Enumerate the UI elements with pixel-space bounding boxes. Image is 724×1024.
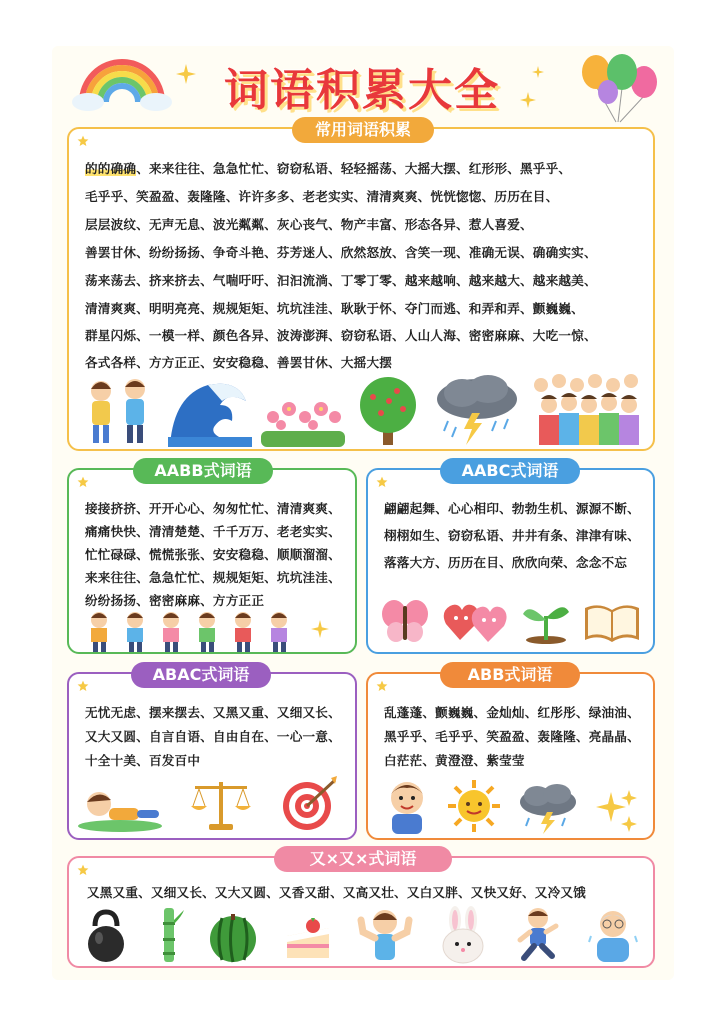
aabc-line: 落落大方、历历在目、欣欣向荣、念念不忘 — [384, 555, 628, 570]
aabc-panel — [366, 461, 655, 654]
sparkles-icon — [593, 786, 641, 834]
common-words-panel — [67, 120, 655, 451]
abb-line: 黑乎乎、毛乎乎、笑盈盈、轰隆隆、亮晶晶、 — [384, 729, 640, 744]
bamboo-icon — [154, 906, 184, 964]
children-icon — [79, 375, 159, 447]
aabb-title: AABB式词语 — [133, 458, 273, 484]
cake-icon — [283, 914, 333, 964]
abac-illustrations — [77, 772, 339, 832]
flowers-icon — [261, 387, 345, 447]
storm-cloud-icon — [432, 375, 522, 447]
aabb-line: 痛痛快快、清清楚楚、千千万万、老老实实、 — [85, 524, 341, 539]
star-icon — [77, 864, 89, 876]
common-words-title: 常用词语积累 — [292, 117, 434, 143]
abb-line: 白茫茫、黄澄澄、紫莹莹 — [384, 753, 525, 768]
star-icon — [376, 680, 388, 692]
aabc-title: AABC式词语 — [440, 458, 580, 484]
abac-title: ABAC式词语 — [131, 662, 271, 688]
sun-icon — [446, 778, 502, 834]
common-words-line: 善罢甘休、纷纷扬扬、争奇斗艳、芬芳迷人、欣然怒放、含笑一现、准确无误、确确实实、 — [85, 245, 597, 260]
abac-line: 十全十美、百发百中 — [85, 753, 201, 768]
common-words-line: 各式各样、方方正正、安安稳稳、善罢甘休、大摇大摆 — [85, 355, 393, 370]
watermelon-icon — [208, 914, 258, 964]
tree-icon — [353, 375, 423, 447]
crowd-icon — [531, 371, 643, 447]
sprout-icon — [521, 598, 571, 644]
abb-illustrations — [382, 774, 641, 834]
children-row-icon — [83, 608, 303, 652]
abac-line: 又大又圆、自言自语、自由自在、一心一意、 — [85, 729, 341, 744]
aabb-line: 来来往往、急急忙忙、规规矩矩、坑坑洼洼、 — [85, 570, 341, 585]
common-illustrations — [79, 371, 643, 447]
common-words-line: 清清爽爽、明明亮亮、规规矩矩、坑坑洼洼、耿耿于怀、夺门而逃、和弄和弄、颤巍巍、 — [85, 301, 584, 316]
aabc-line: 翩翩起舞、心心相印、勃勃生机、源源不断、 — [384, 501, 640, 516]
highlight-word: 的的确确 — [85, 161, 137, 176]
old-man-icon — [587, 906, 639, 964]
aabb-panel — [67, 461, 357, 654]
star-icon — [77, 476, 89, 488]
page-title: 词语积累大全 — [224, 65, 500, 116]
rain-cloud-icon — [517, 784, 579, 834]
abb-line: 乱蓬蓬、颤巍巍、金灿灿、红彤彤、绿油油、 — [384, 705, 640, 720]
scales-icon — [191, 776, 251, 832]
boy-icon — [382, 776, 432, 834]
abb-title: ABB式词语 — [440, 662, 580, 688]
sparkle-icon — [311, 620, 329, 638]
abac-line: 无忧无虑、摆来摆去、又黑又重、又细又长、 — [85, 705, 341, 720]
hearts-icon — [442, 598, 508, 644]
you-you-title: 又×又×式词语 — [274, 846, 452, 872]
star-icon — [77, 135, 89, 147]
common-words-line: 层层波纹、无声无息、波光粼粼、灰心丧气、物产丰富、形态各异、惹人喜爱、 — [85, 217, 533, 232]
common-words-line: 毛乎乎、笑盈盈、轰隆隆、许许多多、老老实实、清清爽爽、恍恍惚惚、历历在目、 — [85, 189, 559, 204]
aabb-line: 忙忙碌碌、慌慌张张、安安稳稳、顺顺溜溜、 — [85, 547, 341, 562]
running-boy-icon — [512, 906, 562, 964]
common-words-line: 群星闪烁、一模一样、颜色各异、波涛澎湃、窃窃私语、人山人海、密密麻麻、大吃一惊、 — [85, 328, 597, 343]
aabc-line: 栩栩如生、窃窃私语、井井有条、津津有味、 — [384, 528, 640, 543]
child-lying-icon — [77, 776, 163, 832]
abac-panel — [67, 665, 357, 840]
you-you-line: 又黑又重、又细又长、又大又圆、又香又甜、又高又壮、又白又胖、又快又好、又冷又饿 — [87, 885, 586, 900]
kettlebell-icon — [83, 908, 129, 964]
strong-boy-icon — [357, 906, 413, 964]
star-icon — [77, 680, 89, 692]
butterfly-icon — [380, 598, 430, 644]
star-icon — [376, 476, 388, 488]
aabb-line: 接接挤挤、开开心心、匆匆忙忙、清清爽爽、 — [85, 501, 341, 516]
common-words-line: 荡来荡去、挤来挤去、气喘吁吁、汩汩流淌、丁零丁零、越来越响、越来越大、越来越美、 — [85, 273, 597, 288]
abb-panel — [366, 665, 655, 840]
you-you-panel — [67, 849, 655, 968]
target-icon — [279, 776, 339, 832]
book-icon — [583, 602, 641, 644]
wave-icon — [168, 375, 252, 447]
aabb-line: 纷纷扬扬、密密麻麻、方方正正 — [85, 593, 265, 608]
common-words-line: 的的确确、来来往往、急急忙忙、窃窃私语、轻轻摇荡、大摇大摆、红形形、黑乎乎、 — [85, 161, 572, 176]
aabc-illustrations — [380, 590, 641, 644]
you-you-illustrations — [83, 904, 639, 964]
rabbit-icon — [438, 906, 488, 964]
